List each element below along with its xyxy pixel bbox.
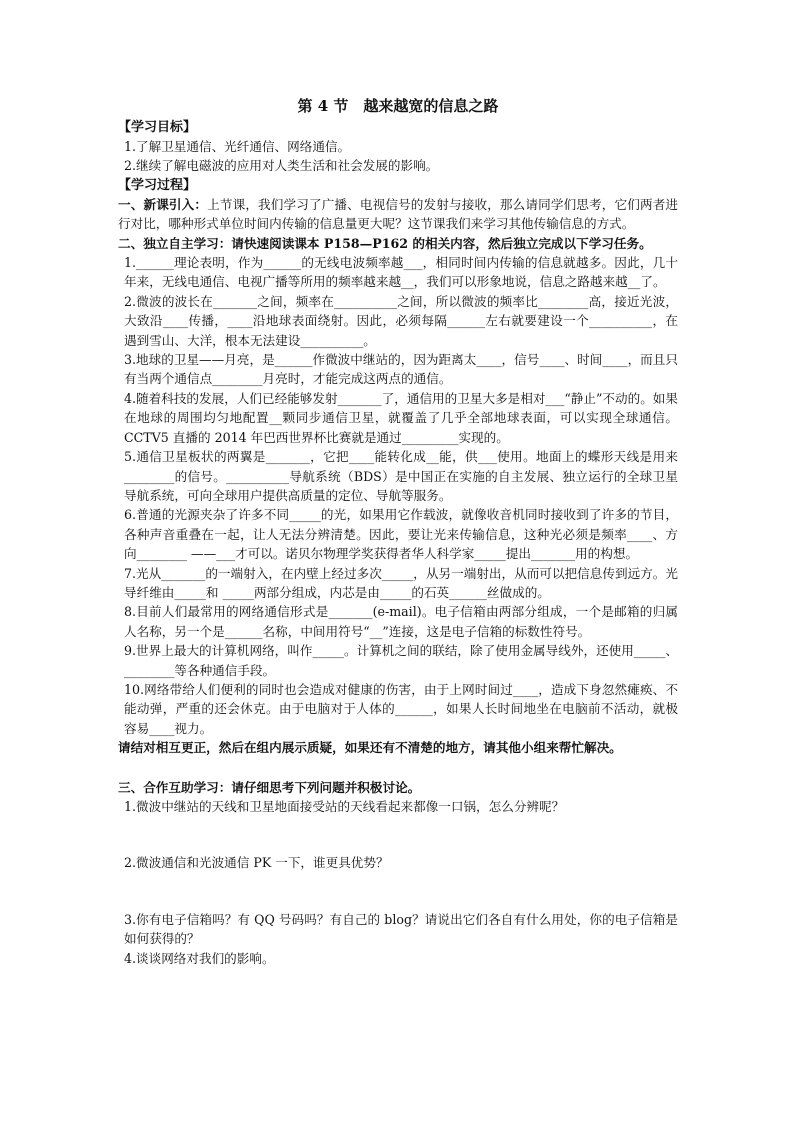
goals-heading: 【学习目标】: [118, 120, 197, 135]
intro-text: 上节课，我们学习了广播、电视信号的发射与接收，那么请同学们思考，它们两者进行对比，哪种形式单位时间内传输的信息量更大呢？这节课我们来学习其他传输信息的方式。: [118, 196, 679, 232]
goal-item: 1.了解卫星通信、光纤通信、网络通信。: [124, 139, 351, 154]
worksheet-page: [118, 96, 678, 968]
self-study-item: 4.随着科技的发展，人们已经能够发射_______了，通信用的卫星大多是相对___“静止”不动的。如果在地球的周围均匀地配置__颗同步通信卫星，就覆盖了几乎全部地球表面，可以实现全球通信。CCTV5 直播的 2014 年巴西世界杯比赛就是通过_________实现的。: [124, 390, 678, 445]
intro-paragraph: [118, 195, 678, 234]
self-study-item: 7.光从_______的一端射入，在内壁上经过多次_____，从另一端射出，从而可以把信息传到远方。光导纤维由_____和 _____两部分组成，内芯是由_____的石英______丝做成的。: [124, 565, 678, 600]
process-heading: 【学习过程】: [118, 177, 197, 193]
self-study-item: 9.世界上最大的计算机网络，叫作_____。计算机之间的联结，除了使用金属导线外，还使用_____、________等各种通信手段。: [124, 643, 678, 678]
self-study-heading: 二、独立自主学习：请快速阅读课本 P158—P162 的相关内容，然后独立完成以下学习任务。: [118, 235, 652, 251]
self-study-item: 8.目前人们最常用的网络通信形式是_______(e-mail)。电子信箱由两部分组成，一个是邮箱的归属人名称，另一个是______名称，中间用符号“__”连接，这是电子信箱的标数性符号。: [124, 604, 678, 639]
group-question: 4.谈谈网络对我们的影响。: [124, 950, 275, 966]
group-question: 3.你有电子信箱吗？有 QQ 号码吗？有自己的 blog？请说出它们各自有什么用处，你的电子信箱是如何获得的？: [124, 911, 678, 947]
self-study-item: 10.网络带给人们便利的同时也会造成对健康的伤害，由于上网时间过____，造成下身忽然瘫痪、不能动弹，严重的还会休克。由于电脑对于人体的______，如果人长时间地坐在电脑前不活动，就极容易____视力。: [124, 681, 678, 736]
intro-label: 一、新课引入：: [118, 196, 208, 212]
goal-item: 2.继续了解电磁波的应用对人类生活和社会发展的影响。: [124, 158, 439, 174]
self-study-item: 1.______理论表明，作为______的无线电波频率越___，相同时间内传输的信息就越多。因此，几十年来，无线电通信、电视广播等所用的频率越来越__，我们可以形象地说，信息之路越来越__了。: [124, 255, 678, 290]
group-question: 1.微波中继站的天线和卫星地面接受站的天线看起来都像一口锅，怎么分辨呢？: [124, 799, 565, 814]
self-study-item: 5.通信卫星板状的两翼是_______，它把____能转化成__能，供___使用。地面上的蝶形天线是用来________的信号。__________导航系统（BDS）是中国正在实施的自主发展、独立运行的全球卫星导航系统，可向全球用户提供高质量的定位、导航等服务。: [124, 449, 678, 503]
self-study-item: 2.微波的波长在_______之间，频率在__________之间，所以微波的频率比________高，接近光波，大致沿____传播，____沿地球表面绕射。因此，必须每隔______左右就要建设一个__________，在遇到雪山、大洋，根本无法建设__________。: [124, 293, 678, 348]
page-title: 第 4 节 越来越宽的信息之路: [297, 97, 499, 115]
self-study-item: 6.普通的光源夹杂了许多不同_____的光，如果用它作载波，就像收音机同时接收到了许多的节目，各种声音重叠在一起，让人无法分辨清楚。因此，要让光来传输信息，这种光必须是频率____、方向________ ——___才可以。诺贝尔物理学奖获得者华人科学家_____提出_______用的构想。: [124, 507, 678, 562]
self-study-closing: 请结对相互更正，然后在组内展示质疑，如果还有不清楚的地方，请其他小组来帮忙解决。: [118, 740, 622, 756]
self-study-item: 3.地球的卫星——月亮，是______作微波中继站的，因为距离太____，信号____、时间____，而且只有当两个通信点________月亮时，才能完成这两点的通信。: [124, 352, 678, 387]
group-question: 2.微波通信和光波通信 PK 一下，谁更具优势？: [124, 855, 389, 871]
group-study-heading: 三、合作互助学习：请仔细思考下列问题并积极讨论。: [118, 779, 421, 795]
